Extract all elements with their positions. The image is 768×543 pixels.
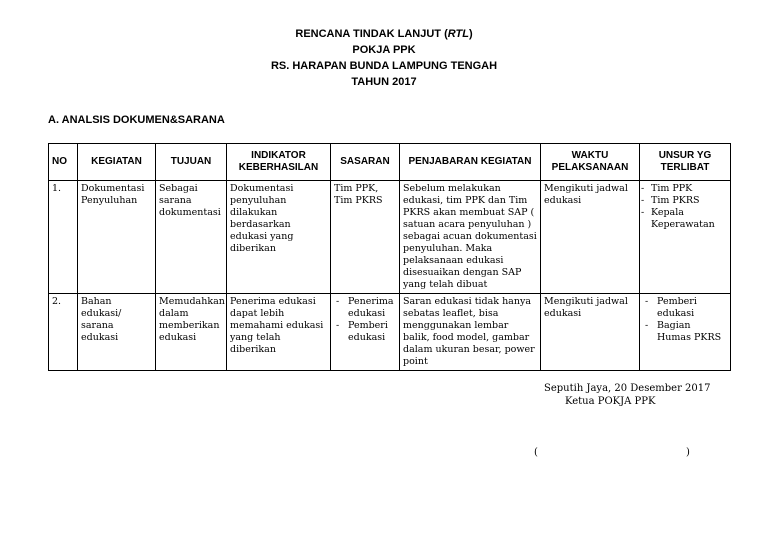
header-tujuan: TUJUAN bbox=[156, 144, 227, 181]
cell-unsur bbox=[640, 294, 731, 371]
signature-open-paren: ( bbox=[534, 447, 538, 458]
cell-unsur bbox=[640, 181, 731, 294]
header-no: NO bbox=[49, 144, 78, 181]
list-item: - Kepala Keperawatan bbox=[641, 207, 715, 230]
header-penjabaran: PENJABARAN KEGIATAN bbox=[400, 144, 541, 181]
list-item: - Tim PPK bbox=[641, 183, 693, 194]
title-line-1: RENCANA TINDAK LANJUT (RTL) bbox=[295, 28, 473, 40]
cell-sasaran: Tim PPK, Tim PKRS bbox=[331, 181, 400, 294]
header-sasaran: SASARAN bbox=[331, 144, 400, 181]
title-line-2: POKJA PPK bbox=[352, 44, 416, 56]
signature-close-paren: ) bbox=[686, 447, 690, 458]
document-title bbox=[0, 26, 768, 90]
cell-penjabaran: Saran edukasi tidak hanya sebatas leaflet, bisa menggunakan lembar balik, food model, gambar dalam ukuran besar, power point bbox=[400, 294, 541, 371]
list-item: - Pemberi edukasi bbox=[645, 296, 697, 319]
cell-indikator: Dokumentasi penyuluhan dilakukan berdasarkan edukasi yang diberikan bbox=[227, 181, 331, 294]
list-item: - Tim PKRS bbox=[641, 195, 700, 206]
cell-penjabaran: Sebelum melakukan edukasi, tim PPK dan Tim PKRS akan membuat SAP ( satuan acara penyuluhan ) sebagai acuan dokumentasi penyuluhan. Maka pelaksanaan edukasi disesuaikan dengan SAP yang telah dibuat bbox=[400, 181, 541, 294]
cell-indikator: Penerima edukasi dapat lebih memahami edukasi yang telah diberikan bbox=[227, 294, 331, 371]
cell-tujuan: Memudahkan dalam memberikan edukasi bbox=[156, 294, 227, 371]
cell-kegiatan: Dokumentasi Penyuluhan bbox=[78, 181, 156, 294]
signature-place-date: Seputih Jaya, 20 Desember 2017 bbox=[544, 383, 711, 394]
cell-sasaran bbox=[331, 294, 400, 371]
cell-waktu: Mengikuti jadwal edukasi bbox=[541, 294, 640, 371]
list-item: - Pemberi edukasi bbox=[336, 320, 388, 343]
table-row bbox=[49, 181, 731, 294]
section-heading: A. ANALSIS DOKUMEN&SARANA bbox=[48, 114, 225, 126]
title-line-4: TAHUN 2017 bbox=[351, 76, 417, 88]
header-indikator: INDIKATOR KEBERHASILAN bbox=[227, 144, 331, 181]
cell-kegiatan: Bahan edukasi/ sarana edukasi bbox=[78, 294, 156, 371]
cell-tujuan: Sebagai sarana dokumentasi bbox=[156, 181, 227, 294]
cell-no: 2. bbox=[49, 294, 78, 371]
signature-role: Ketua POKJA PPK bbox=[565, 396, 656, 407]
list-item: - Penerima edukasi bbox=[336, 296, 394, 319]
header-waktu: WAKTU PELAKSANAAN bbox=[541, 144, 640, 181]
cell-no: 1. bbox=[49, 181, 78, 294]
cell-waktu: Mengikuti jadwal edukasi bbox=[541, 181, 640, 294]
title-line-3: RS. HARAPAN BUNDA LAMPUNG TENGAH bbox=[270, 60, 498, 72]
header-unsur: UNSUR YG TERLIBAT bbox=[640, 144, 731, 181]
list-item: - Bagian Humas PKRS bbox=[645, 320, 722, 343]
header-kegiatan: KEGIATAN bbox=[78, 144, 156, 181]
table-header-row bbox=[49, 144, 731, 181]
table-row bbox=[49, 294, 731, 371]
rtl-table bbox=[48, 143, 731, 371]
